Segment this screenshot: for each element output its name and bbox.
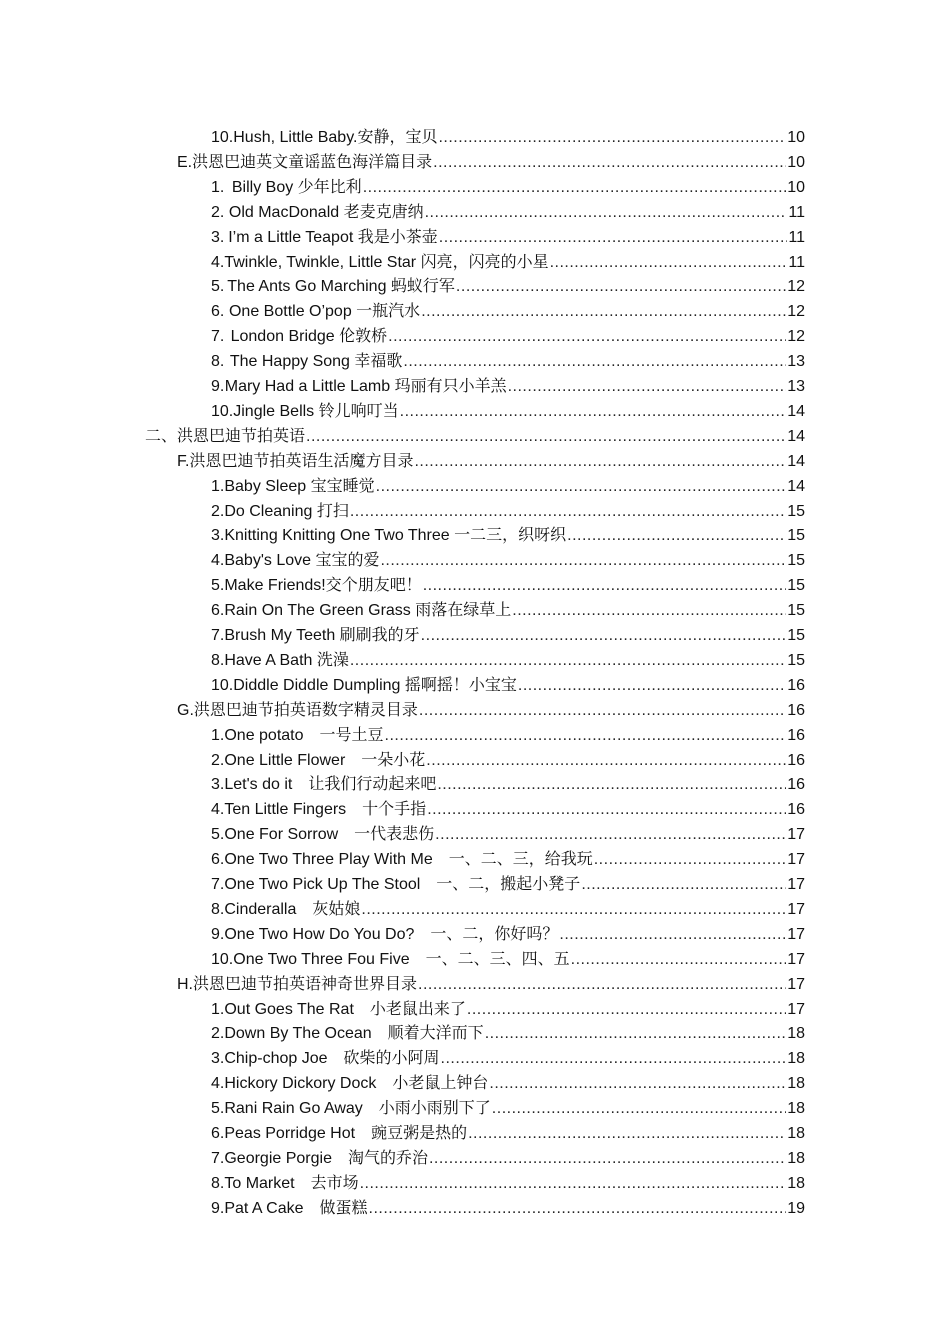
dot-leader: [306, 427, 786, 447]
dot-leader: [492, 1099, 786, 1119]
toc-entry-number: 3.: [211, 228, 225, 246]
toc-entry-number: 7.: [211, 328, 225, 346]
toc-entry-page-number: 15: [787, 627, 805, 644]
toc-entry-page-number: 13: [787, 378, 805, 395]
toc-entry-title: 10.Diddle Diddle Dumpling 摇啊摇！小宝宝: [211, 676, 517, 694]
toc-entry[interactable]: [211, 373, 805, 397]
toc-entry[interactable]: [211, 946, 805, 970]
toc-entry-title: 5.Rani Rain Go Away 小雨小雨别下了: [211, 1100, 491, 1118]
toc-entry-title: 1.Baby Sleep 宝宝睡觉: [211, 477, 375, 495]
dot-leader: [350, 651, 786, 671]
toc-entry-title: London Bridge 伦敦桥: [230, 328, 388, 346]
toc-entry-title: Mary Had a Little Lamb 玛丽有只小羊羔: [224, 378, 507, 395]
toc-entry-title: The Happy Song 幸福歌: [229, 353, 403, 371]
toc-entry-title: The Ants Go Marching 蚂蚁行军: [227, 278, 455, 296]
toc-entry[interactable]: [177, 697, 805, 721]
toc-entry[interactable]: [211, 896, 805, 920]
toc-entry-page-number: 15: [787, 577, 805, 595]
toc-entry-page-number: 12: [787, 303, 805, 321]
toc-entry-title: 二、洪恩巴迪节拍英语: [145, 427, 306, 445]
toc-entry[interactable]: [211, 547, 805, 571]
toc-entry-title: 1.One potato 一号土豆: [211, 726, 384, 744]
toc-entry-page-number: 18: [787, 1125, 805, 1142]
dot-leader: [414, 452, 786, 472]
dot-leader: [425, 203, 788, 223]
dot-leader: [489, 1074, 786, 1094]
dot-leader: [508, 377, 787, 397]
dot-leader: [385, 726, 787, 746]
toc-entry-page-number: 11: [788, 253, 805, 271]
toc-entry-number: 4.: [211, 253, 225, 271]
dot-leader: [571, 950, 787, 970]
dot-leader: [512, 601, 786, 621]
toc-entry-page-number: 14: [787, 427, 805, 445]
toc-entry-page-number: 17: [787, 1000, 805, 1018]
toc-entry-page-number: 18: [787, 1174, 805, 1192]
toc-entry-title: 4.Baby's Love 宝宝的爱: [211, 552, 380, 570]
toc-entry-title: 7.One Two Pick Up The Stool 一、二，搬起小凳子: [211, 876, 581, 893]
toc-entry-page-number: 14: [787, 452, 805, 470]
toc-entry-page-number: 10: [787, 129, 805, 146]
toc-entry[interactable]: [211, 597, 805, 621]
toc-entry-page-number: 15: [787, 602, 805, 620]
toc-entry[interactable]: [211, 846, 805, 870]
toc-entry-title: 4.Hickory Dickory Dock 小老鼠上钟台: [211, 1075, 489, 1093]
dot-leader: [376, 477, 787, 497]
toc-entry-page-number: 17: [787, 950, 805, 968]
toc-entry[interactable]: [211, 871, 805, 895]
toc-entry-number: 9.: [211, 378, 225, 395]
toc-entry[interactable]: [211, 498, 805, 522]
toc-entry-title: 5.Make Friends!交个朋友吧！: [211, 577, 422, 595]
toc-entry-page-number: 15: [787, 527, 805, 545]
toc-entry-title: 5.One For Sorrow 一代表悲伤: [211, 826, 435, 844]
toc-entry-title: 2.One Little Flower 一朵小花: [211, 751, 426, 769]
toc-entry-page-number: 18: [787, 1050, 805, 1068]
toc-entry-page-number: 16: [787, 701, 805, 719]
dot-leader: [418, 975, 786, 995]
toc-entry[interactable]: [211, 1045, 805, 1069]
toc-entry[interactable]: [211, 1145, 805, 1169]
toc-entry-page-number: 10: [787, 153, 805, 171]
toc-entry-page-number: 17: [787, 975, 805, 993]
toc-entry-page-number: 14: [787, 477, 805, 495]
toc-entry-page-number: 18: [787, 1025, 805, 1043]
toc-entry-page-number: 11: [788, 203, 805, 221]
toc-entry-title: G.洪恩巴迪节拍英语数字精灵目录: [177, 701, 418, 719]
toc-entry[interactable]: [211, 572, 805, 596]
toc-entry-page-number: 17: [787, 851, 805, 869]
toc-entry-page-number: 14: [787, 402, 805, 420]
toc-entry-page-number: 17: [787, 900, 805, 918]
toc-entry[interactable]: [211, 722, 805, 746]
dot-leader: [403, 352, 786, 372]
dot-leader: [427, 800, 786, 820]
toc-entry-title: F.洪恩巴迪节拍英语生活魔方目录: [177, 452, 414, 470]
dot-leader: [441, 1049, 787, 1069]
toc-entry-title: 10.One Two Three Fou Five 一、二、三、四、五: [211, 950, 570, 968]
toc-entry-number: 10.: [211, 129, 234, 146]
toc-entry-title: 9.One Two How Do You Do? 一、二，你好吗？: [211, 925, 559, 943]
dot-leader: [423, 576, 786, 596]
toc-entry[interactable]: [211, 622, 805, 646]
toc-entry-title: 6.One Two Three Play With Me 一、二、三，给我玩: [211, 851, 593, 869]
dot-leader: [360, 1174, 787, 1194]
toc-entry-page-number: 11: [788, 228, 805, 246]
dot-leader: [388, 327, 786, 347]
toc-entry[interactable]: [211, 647, 805, 671]
dot-leader: [485, 1024, 787, 1044]
dot-leader: [426, 751, 786, 771]
toc-entry[interactable]: [211, 672, 805, 696]
toc-entry-page-number: 17: [787, 876, 805, 893]
toc-entry-number: 2.: [211, 203, 225, 221]
dot-leader: [550, 253, 788, 273]
toc-entry[interactable]: [211, 398, 805, 422]
toc-entry-title: 2.Do Cleaning 打扫: [211, 502, 349, 520]
toc-entry[interactable]: [211, 174, 805, 198]
toc-entry-page-number: 10: [787, 178, 805, 196]
toc-entry[interactable]: [211, 1195, 805, 1219]
toc-entry-title: 7.Georgie Porgie 淘气的乔治: [211, 1149, 428, 1167]
toc-entry-page-number: 16: [787, 776, 805, 794]
toc-entry-title: 8.Cinderalla 灰姑娘: [211, 900, 361, 918]
toc-entry-title: 2.Down By The Ocean 顺着大洋而下: [211, 1025, 484, 1043]
toc-entry[interactable]: [211, 821, 805, 845]
dot-leader: [581, 875, 786, 895]
dot-leader: [400, 402, 787, 422]
toc-entry[interactable]: [211, 273, 805, 297]
dot-leader: [380, 551, 786, 571]
toc-entry-title: 3.Chip-chop Joe 砍柴的小阿周: [211, 1050, 440, 1068]
toc-entry-title: Billy Boy 少年比利: [231, 178, 362, 196]
toc-entry[interactable]: [211, 323, 805, 347]
toc-entry-title: Twinkle, Twinkle, Little Star 闪亮，闪亮的小星: [224, 253, 549, 271]
toc-entry-title: I’m a Little Teapot 我是小茶壶: [228, 228, 438, 246]
toc-entry-page-number: 13: [787, 353, 805, 371]
toc-entry[interactable]: [211, 747, 805, 771]
toc-entry[interactable]: [211, 199, 805, 223]
dot-leader: [559, 925, 786, 945]
dot-leader: [567, 526, 786, 546]
toc-entry[interactable]: [211, 1020, 805, 1044]
toc-entry-page-number: 16: [787, 801, 805, 819]
dot-leader: [437, 775, 786, 795]
toc-entry-page-number: 17: [787, 826, 805, 844]
toc-entry-page-number: 19: [787, 1199, 805, 1217]
dot-leader: [421, 626, 787, 646]
dot-leader: [435, 825, 786, 845]
toc-entry-page-number: 15: [787, 502, 805, 520]
toc-entry[interactable]: [211, 996, 805, 1020]
toc-entry[interactable]: [211, 473, 805, 497]
toc-entry-page-number: 16: [787, 726, 805, 744]
toc-entry-title: One Bottle O’pop 一瓶汽水: [228, 303, 421, 321]
toc-entry-title: Hush, Little Baby.安静，宝贝: [233, 129, 438, 146]
dot-leader: [456, 277, 786, 297]
toc-entry[interactable]: [211, 249, 805, 273]
toc-entry[interactable]: [211, 1095, 805, 1119]
dot-leader: [433, 153, 786, 173]
toc-entry-title: 8.Have A Bath 洗澡: [211, 651, 349, 669]
toc-entry-title: H.洪恩巴迪节拍英语神奇世界目录: [177, 975, 418, 993]
toc-entry[interactable]: [177, 971, 805, 995]
toc-entry-page-number: 12: [787, 328, 805, 346]
toc-entry[interactable]: [211, 771, 805, 795]
toc-entry-title: Jingle Bells 铃儿响叮当: [233, 402, 399, 420]
dot-leader: [363, 178, 787, 198]
toc-entry-page-number: 18: [787, 1100, 805, 1118]
toc-entry-page-number: 15: [787, 651, 805, 669]
toc-entry-page-number: 18: [787, 1149, 805, 1167]
toc-entry[interactable]: [145, 423, 805, 447]
toc-entry-title: Old MacDonald 老麦克唐纳: [228, 203, 424, 221]
toc-entry[interactable]: [211, 1170, 805, 1194]
toc-entry-number: 8.: [211, 353, 225, 371]
toc-entry-title: 3.Let's do it 让我们行动起来吧: [211, 776, 437, 794]
toc-entry-title: 1.Out Goes The Rat 小老鼠出来了: [211, 1000, 466, 1018]
toc-entry[interactable]: [211, 522, 805, 546]
toc-entry-title: 3.Knitting Knitting One Two Three 一二三，织呀织: [211, 527, 567, 545]
dot-leader: [468, 1124, 786, 1144]
dot-leader: [438, 128, 786, 148]
dot-leader: [421, 302, 786, 322]
toc-entry-page-number: 16: [787, 676, 805, 694]
toc-entry[interactable]: [211, 224, 805, 248]
toc-entry-number: 5.: [211, 278, 225, 296]
toc-entry-number: 6.: [211, 303, 225, 321]
toc-entry[interactable]: [177, 149, 805, 173]
toc-entry-number: 10.: [211, 402, 234, 420]
toc-entry-page-number: 17: [787, 925, 805, 943]
dot-leader: [350, 502, 786, 522]
toc-entry-number: 1.: [211, 178, 225, 196]
toc-entry-page-number: 18: [787, 1075, 805, 1093]
toc-entry[interactable]: [211, 1120, 805, 1144]
toc-entry[interactable]: [177, 448, 805, 472]
toc-entry-page-number: 16: [787, 751, 805, 769]
toc-entry-title: 4.Ten Little Fingers 十个手指: [211, 801, 427, 819]
dot-leader: [361, 900, 786, 920]
toc-entry[interactable]: [211, 1070, 805, 1094]
toc-entry-title: 8.To Market 去市场: [211, 1174, 359, 1192]
toc-entry-title: 7.Brush My Teeth 刷刷我的牙: [211, 627, 420, 644]
dot-leader: [467, 1000, 786, 1020]
toc-entry-page-number: 12: [787, 278, 805, 296]
toc-entry-title: E.洪恩巴迪英文童谣蓝色海洋篇目录: [177, 153, 433, 171]
dot-leader: [439, 228, 788, 248]
toc-entry-title: 6.Peas Porridge Hot 豌豆粥是热的: [211, 1125, 468, 1142]
toc-entry[interactable]: [211, 796, 805, 820]
toc-entry-page-number: 15: [787, 552, 805, 570]
toc-entry-title: 6.Rain On The Green Grass 雨落在绿草上: [211, 602, 512, 620]
dot-leader: [419, 701, 786, 721]
toc-entry[interactable]: [211, 921, 805, 945]
toc-entry[interactable]: [211, 298, 805, 322]
dot-leader: [369, 1199, 787, 1219]
dot-leader: [429, 1149, 786, 1169]
dot-leader: [594, 850, 786, 870]
toc-entry[interactable]: [211, 124, 805, 148]
toc-entry-title: 9.Pat A Cake 做蛋糕: [211, 1199, 368, 1217]
toc-entry[interactable]: [211, 348, 805, 372]
dot-leader: [518, 676, 786, 696]
